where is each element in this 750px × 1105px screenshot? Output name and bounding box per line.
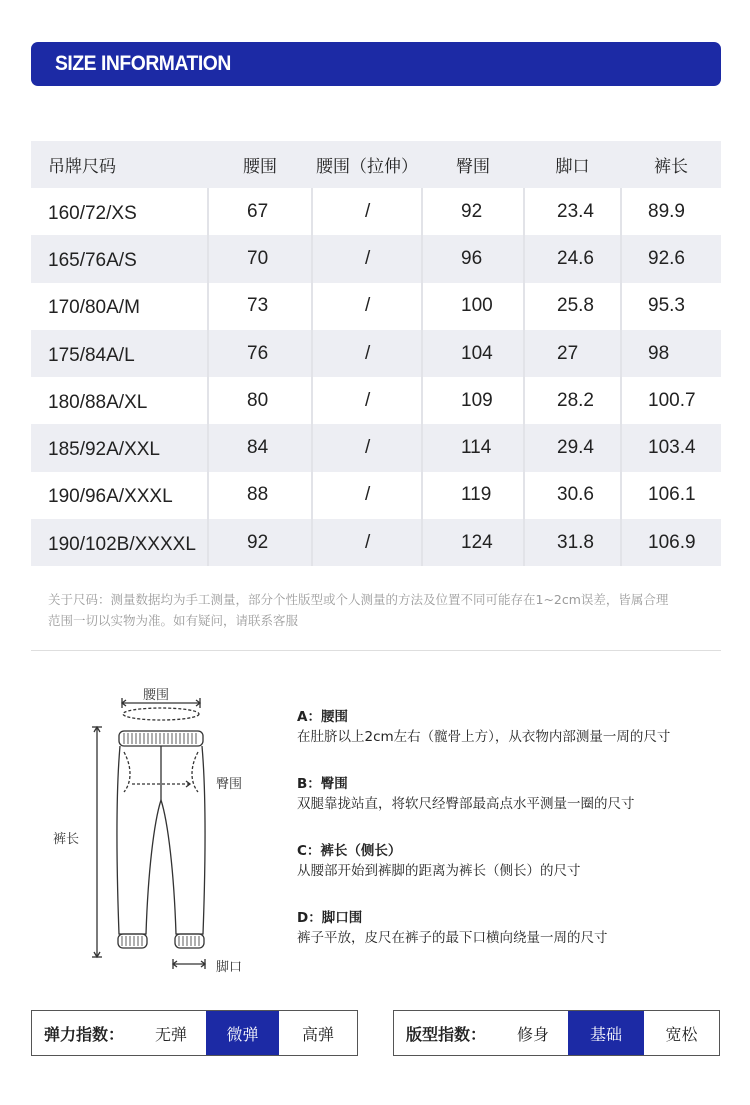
cell-length: 103.4 [621, 424, 721, 471]
cell-waist-stretch: / [312, 283, 422, 330]
table-header-row [31, 141, 721, 188]
cell-tag-size: 190/102B/XXXXL [31, 519, 208, 566]
table-row [31, 330, 721, 377]
cell-hem: 27 [524, 330, 621, 377]
cell-length: 95.3 [648, 295, 685, 317]
desc-waist-heading: A：腰围 [297, 709, 348, 725]
elasticity-title: 弹力指数： [43, 1024, 124, 1044]
size-info-banner [31, 42, 721, 86]
elasticity-option-none[interactable]: 无弹 [154, 1024, 187, 1044]
section-divider [31, 650, 721, 651]
fit-option-loose[interactable]: 宽松 [665, 1024, 698, 1044]
banner-title: SIZE INFORMATION [55, 52, 231, 75]
cell-hip: 96 [422, 235, 524, 282]
cell-waist: 92 [208, 519, 312, 566]
cell-hem: 31.8 [524, 519, 621, 566]
table-row [31, 377, 721, 424]
pants-diagram [40, 672, 280, 982]
cell-hip: 92 [422, 188, 524, 235]
cell-waist-stretch: / [312, 519, 422, 566]
cell-length: 92.6 [621, 235, 721, 282]
cell-waist-stretch: / [312, 188, 422, 235]
table-row [31, 519, 721, 566]
table-row [31, 283, 721, 330]
cell-waist: 76 [208, 330, 312, 377]
desc-hem-heading: D：脚口围 [297, 910, 363, 926]
cell-waist: 73 [208, 283, 312, 330]
cell-hip: 114 [422, 424, 524, 471]
cell-length: 98 [621, 330, 721, 377]
cell-tag-size: 190/96A/XXXL [31, 472, 208, 519]
cell-waist: 67 [208, 188, 312, 235]
cell-hem: 30.6 [524, 472, 621, 519]
cell-length: 89.9 [648, 200, 685, 222]
cell-tag-size: 175/84A/L [31, 330, 208, 377]
cell-length: 106.9 [621, 519, 721, 566]
header-hem: 脚口 [524, 141, 621, 188]
pants-illustration [40, 672, 280, 982]
cell-tag-size: 160/72/XS [31, 188, 208, 235]
desc-length-text: 从腰部开始到裤脚的距离为裤长（侧长）的尺寸 [297, 863, 581, 879]
desc-waist-text: 在肚脐以上2cm左右（髋骨上方），从衣物内部测量一周的尺寸 [297, 729, 671, 745]
cell-waist: 88 [208, 472, 312, 519]
cell-waist: 70 [208, 235, 312, 282]
cell-hem: 24.6 [524, 235, 621, 282]
table-row [31, 235, 721, 282]
fit-title: 版型指数： [405, 1024, 486, 1044]
fit-option-slim[interactable]: 修身 [516, 1024, 549, 1044]
diagram-hem-label: 脚口 [216, 960, 243, 975]
header-waist-stretch: 腰围（拉伸） [312, 141, 422, 188]
header-tag-size: 吊牌尺码 [31, 141, 208, 188]
cell-hip: 109 [422, 377, 524, 424]
cell-waist-stretch: / [312, 235, 422, 282]
cell-hem: 23.4 [524, 188, 621, 235]
table-row [31, 188, 721, 235]
cell-waist: 80 [208, 377, 312, 424]
cell-hem: 28.2 [524, 377, 621, 424]
cell-waist: 84 [208, 424, 312, 471]
size-note [48, 589, 728, 631]
note-line-1: 关于尺码：测量数据均为手工测量，部分个性版型或个人测量的方法及位置不同可能存在1~2cm误差，皆属合理 [48, 592, 669, 607]
desc-hip-text: 双腿靠拢站直，将软尺经臀部最高点水平测量一圈的尺寸 [297, 796, 635, 812]
cell-waist-stretch: / [312, 472, 422, 519]
cell-hip: 119 [422, 472, 524, 519]
cell-waist-stretch: / [312, 424, 422, 471]
cell-hem: 25.8 [524, 283, 621, 330]
desc-hem-text: 裤子平放，皮尺在裤子的最下口横向绕量一周的尺寸 [297, 930, 608, 946]
cell-tag-size: 180/88A/XL [31, 377, 208, 424]
cell-length: 106.1 [648, 484, 696, 506]
cell-waist-stretch: / [312, 330, 422, 377]
header-hip: 臀围 [422, 141, 524, 188]
diagram-length-label: 裤长 [53, 832, 80, 847]
table-row [31, 472, 721, 519]
cell-hip: 104 [422, 330, 524, 377]
elasticity-option-slight[interactable]: 微弹 [206, 1011, 279, 1055]
table-row [31, 424, 721, 471]
fit-option-regular[interactable]: 基础 [568, 1011, 644, 1055]
diagram-hip-label: 臀围 [216, 777, 243, 792]
cell-hem: 29.4 [524, 424, 621, 471]
cell-length: 100.7 [648, 389, 696, 411]
fit-index [393, 1010, 720, 1056]
desc-hem [297, 908, 608, 949]
cell-tag-size: 165/76A/S [31, 235, 208, 282]
note-line-2: 范围一切以实物为准。如有疑问，请联系客服 [48, 613, 299, 628]
desc-hip-heading: B：臀围 [297, 776, 348, 792]
cell-hip: 124 [422, 519, 524, 566]
header-waist: 腰围 [208, 141, 312, 188]
cell-tag-size: 170/80A/M [31, 283, 208, 330]
desc-length-heading: C：裤长（侧长） [297, 843, 402, 859]
size-table [31, 141, 721, 566]
desc-waist [297, 707, 670, 748]
cell-waist-stretch: / [312, 377, 422, 424]
header-length: 裤长 [621, 141, 721, 188]
cell-tag-size: 185/92A/XXL [31, 424, 208, 471]
cell-hip: 100 [422, 283, 524, 330]
desc-hip [297, 774, 635, 815]
elasticity-index [31, 1010, 358, 1056]
diagram-waist-label: 腰围 [143, 688, 170, 703]
desc-length [297, 841, 581, 882]
elasticity-option-high[interactable]: 高弹 [301, 1024, 334, 1044]
